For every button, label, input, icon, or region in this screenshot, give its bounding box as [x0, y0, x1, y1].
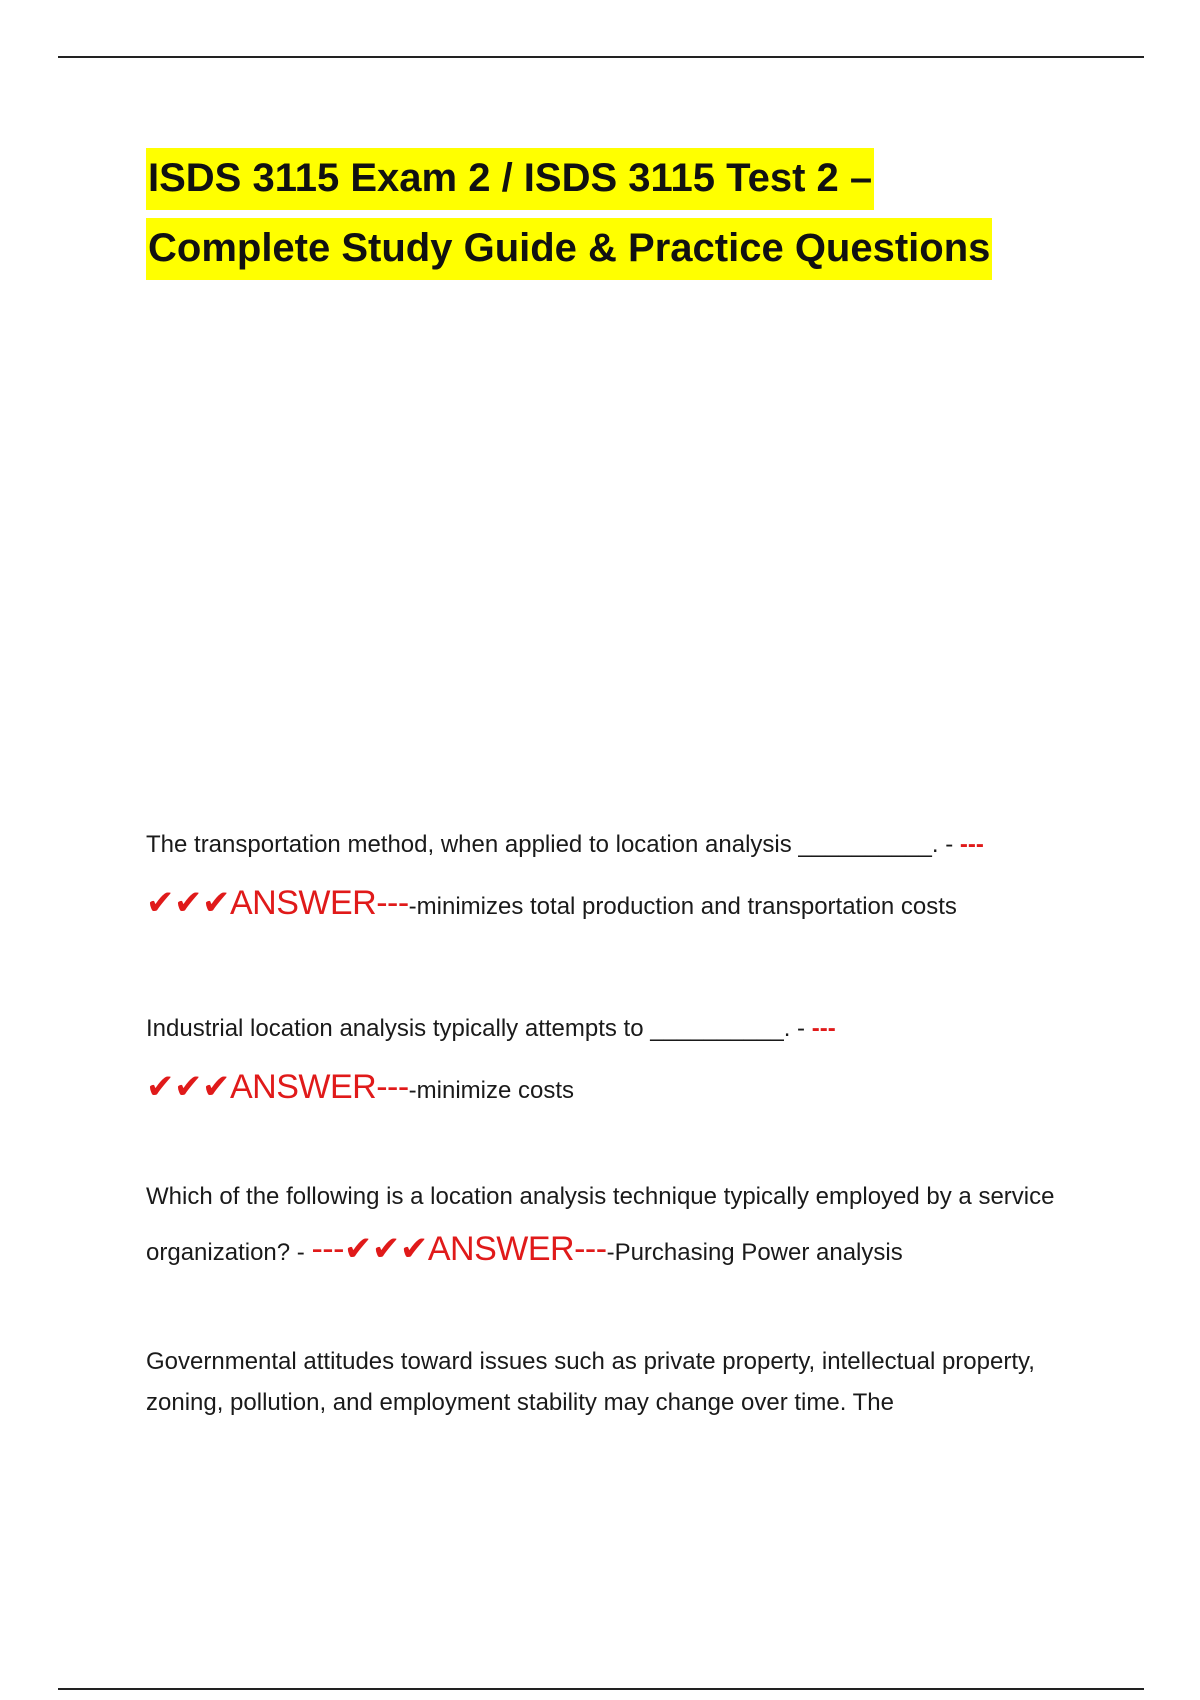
answer-text: -Purchasing Power analysis [606, 1239, 903, 1266]
question-text: Industrial location analysis typically attempts to __________. - [146, 1015, 806, 1042]
qa-item-1 [146, 816, 1076, 936]
answer-separator: --- [959, 831, 984, 858]
qa-item-3 [146, 1171, 1076, 1279]
question-text: The transportation method, when applied to location analysis __________. - [146, 831, 954, 858]
title-line-2: Complete Study Guide & Practice Questions [146, 218, 992, 280]
question-text: Which of the following is a location analysis technique typically employed by a service organization? - [146, 1183, 1055, 1266]
title-line-1: ISDS 3115 Exam 2 / ISDS 3115 Test 2 – [146, 148, 874, 210]
answer-marker-prefix: ---✔✔✔ANSWER--- [311, 1230, 607, 1268]
answer-marker: ✔✔✔ANSWER--- [146, 1068, 409, 1106]
qa-item-4 [146, 1341, 1076, 1423]
answer-marker: ✔✔✔ANSWER--- [146, 884, 409, 922]
footer-rule [58, 1688, 1144, 1690]
answer-text: -minimizes total production and transportation costs [408, 893, 957, 920]
document-title [146, 148, 1106, 288]
answer-separator: --- [811, 1015, 836, 1042]
header-rule [58, 56, 1144, 58]
question-text: Governmental attitudes toward issues such as private property, intellectual property, zoning, pollution, and employment stability may change over time. The [146, 1348, 1035, 1416]
qa-item-2 [146, 1000, 1076, 1120]
answer-text: -minimize costs [408, 1077, 575, 1104]
